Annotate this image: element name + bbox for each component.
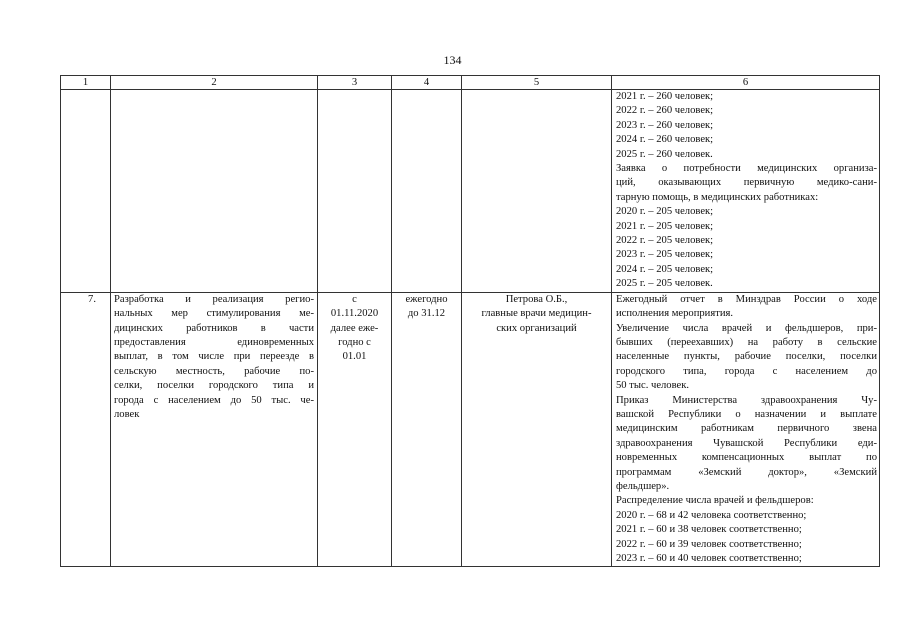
text-line: до 31.12 (407, 308, 446, 320)
text-line: 2025 г. – 205 человек. (616, 278, 713, 290)
text-line: нальных мер стимулирования ме- (114, 308, 314, 320)
column-header-3: 3 (318, 76, 392, 90)
text-line: 2024 г. – 205 человек; (616, 263, 714, 275)
text-line: 2023 г. – 205 человек; (616, 249, 714, 261)
column-header-4: 4 (392, 76, 462, 90)
text-line: Петрова О.Б., (505, 293, 568, 305)
row-number: 7. (61, 292, 111, 567)
text-line: программам «Земский доктор», «Земский (616, 466, 877, 478)
text-line: Распределение числа врачей и фельдшеров: (616, 495, 814, 507)
text-line: 2020 г. – 205 человек; (616, 206, 714, 218)
text-line: ций, оказывающих первичную медико-сани- (616, 177, 877, 189)
text-line: главные врачи медицин- (481, 308, 592, 320)
text-line: вашской Республики о назначении и выплате (616, 408, 877, 420)
column-header-2: 2 (111, 76, 318, 90)
text-line: далее еже- (330, 322, 379, 334)
text-line: бывших (переехавших) на работу в сельские (616, 336, 877, 348)
text-line: исполнения мероприятия. (616, 308, 734, 320)
text-line: ловек (114, 408, 140, 420)
text-line: годно с (338, 336, 371, 348)
text-line: ежегодно (405, 293, 448, 305)
text-line: 01.11.2020 (330, 308, 379, 320)
table-row-7 (61, 292, 880, 567)
text-line: медицинским работникам первичного звена (616, 423, 877, 435)
text-line: 2022 г. – 205 человек; (616, 235, 714, 247)
text-line: 50 тыс. человек. (616, 380, 690, 392)
continuation-results-cell (612, 90, 880, 293)
text-line: 2021 г. – 205 человек; (616, 220, 714, 232)
responsible-cell (462, 292, 612, 567)
period-cell (392, 292, 462, 567)
text-line: новременных компенсационных выплат по (616, 452, 877, 464)
measure-cell (111, 292, 318, 567)
text-line: 2020 г. – 68 и 42 человека соответственно; (616, 509, 807, 521)
text-line: 2022 г. – 260 человек; (616, 105, 714, 117)
text-line: 2025 г. – 260 человек. (616, 148, 713, 160)
column-header-5: 5 (462, 76, 612, 90)
text-line: тарную помощь, в медицинских работниках: (616, 191, 819, 203)
text-line: ских организаций (496, 322, 577, 334)
text-line: города с населением до 50 тыс. че- (114, 394, 314, 406)
text-line: предоставления единовременных (114, 336, 314, 348)
text-line: 2023 г. – 260 человек; (616, 119, 714, 131)
text-line: 01.01 (342, 351, 367, 363)
table-cell-empty (392, 90, 462, 293)
text-line: населенные пункты, рабочие поселки, поселки (616, 351, 877, 363)
text-line: фельдшер». (616, 480, 670, 492)
text-line: городского типа, города с населением до (616, 365, 877, 377)
measures-table (60, 75, 880, 567)
column-header-1: 1 (61, 76, 111, 90)
page-number: 134 (443, 53, 462, 67)
table-row-continuation (61, 90, 880, 293)
results-cell (612, 292, 880, 567)
text-line: 2023 г. – 60 и 40 человек соответственно; (616, 553, 802, 564)
column-header-6: 6 (612, 76, 880, 90)
text-line: дицинских работников в части (114, 322, 314, 334)
text-line: здравоохранения Чувашской Республики еди- (616, 437, 877, 449)
text-line: Заявка о потребности медицинских организа- (616, 163, 877, 175)
text-line: Разработка и реализация регио- (114, 293, 314, 305)
text-line: 2021 г. – 60 и 38 человек соответственно; (616, 524, 802, 536)
table-cell-empty (462, 90, 612, 293)
text-line: сельскую местность, рабочие по- (114, 365, 314, 377)
text-line: с (352, 293, 357, 305)
text-line: Приказ Министерства здравоохранения Чу- (616, 394, 877, 406)
text-line: 2024 г. – 260 человек; (616, 134, 714, 146)
text-line: 2022 г. – 60 и 39 человек соответственно; (616, 538, 802, 550)
text-line: Увеличение числа врачей и фельдшеров, при- (616, 322, 877, 334)
term-cell (318, 292, 392, 567)
text-line: Ежегодный отчет в Минздрав России о ходе (616, 293, 877, 305)
table-cell-empty (61, 90, 111, 293)
text-line: 2021 г. – 260 человек; (616, 91, 714, 102)
table-cell-empty (318, 90, 392, 293)
table-cell-empty (111, 90, 318, 293)
text-line: селки, поселки городского типа и (114, 380, 314, 392)
text-line: выплат, в том числе при переезде в (114, 351, 314, 363)
table-header-row (61, 76, 880, 90)
